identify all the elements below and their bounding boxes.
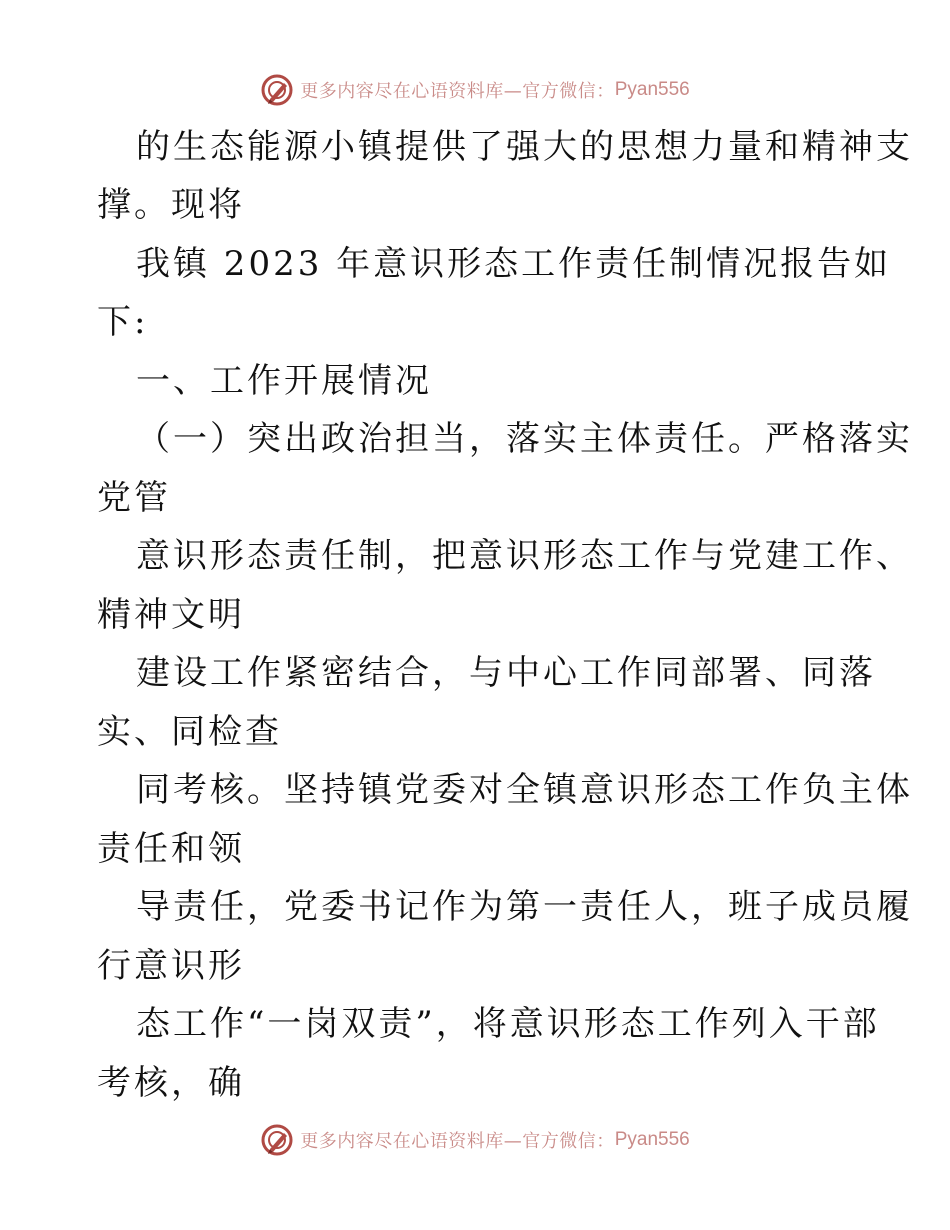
watermark-text: 更多内容尽在心语资料库—官方微信： — [300, 81, 615, 102]
watermark-handle: Pyan556 — [614, 79, 690, 100]
text-line: 精神文明 — [97, 595, 245, 635]
text-line: 责任和领 — [97, 829, 245, 869]
text-line: 撑。现将 — [97, 185, 245, 225]
header-watermark — [0, 70, 950, 110]
text-line: 意识形态责任制，把意识形态工作与党建工作、 — [136, 536, 913, 576]
section-heading: 一、工作开展情况 — [136, 361, 432, 401]
seal-pen-icon — [260, 1123, 294, 1157]
text-line: （一）突出政治担当，落实主体责任。严格落实 — [136, 419, 913, 459]
watermark-text: 更多内容尽在心语资料库—官方微信： — [300, 1131, 615, 1152]
watermark-handle: Pyan556 — [614, 1129, 690, 1150]
text-line: 的生态能源小镇提供了强大的思想力量和精神支 — [136, 127, 913, 167]
text-line: 同考核。坚持镇党委对全镇意识形态工作负主体 — [136, 770, 913, 810]
text-line: 行意识形 — [97, 946, 245, 986]
footer-watermark — [0, 1120, 950, 1160]
text-line: 建设工作紧密结合，与中心工作同部署、同落 — [136, 653, 876, 693]
text-line: 下: — [97, 302, 149, 342]
text-line: 态工作“一岗双责”，将意识形态工作列入干部 — [136, 1004, 880, 1044]
text-line: 实、同检查 — [97, 712, 282, 752]
text-line: 党管 — [97, 478, 171, 518]
text-line: 导责任，党委书记作为第一责任人，班子成员履 — [136, 887, 913, 927]
seal-pen-icon — [260, 73, 294, 107]
text-line: 我镇 2023 年意识形态工作责任制情况报告如 — [136, 244, 892, 284]
text-line: 考核，确 — [97, 1063, 245, 1103]
